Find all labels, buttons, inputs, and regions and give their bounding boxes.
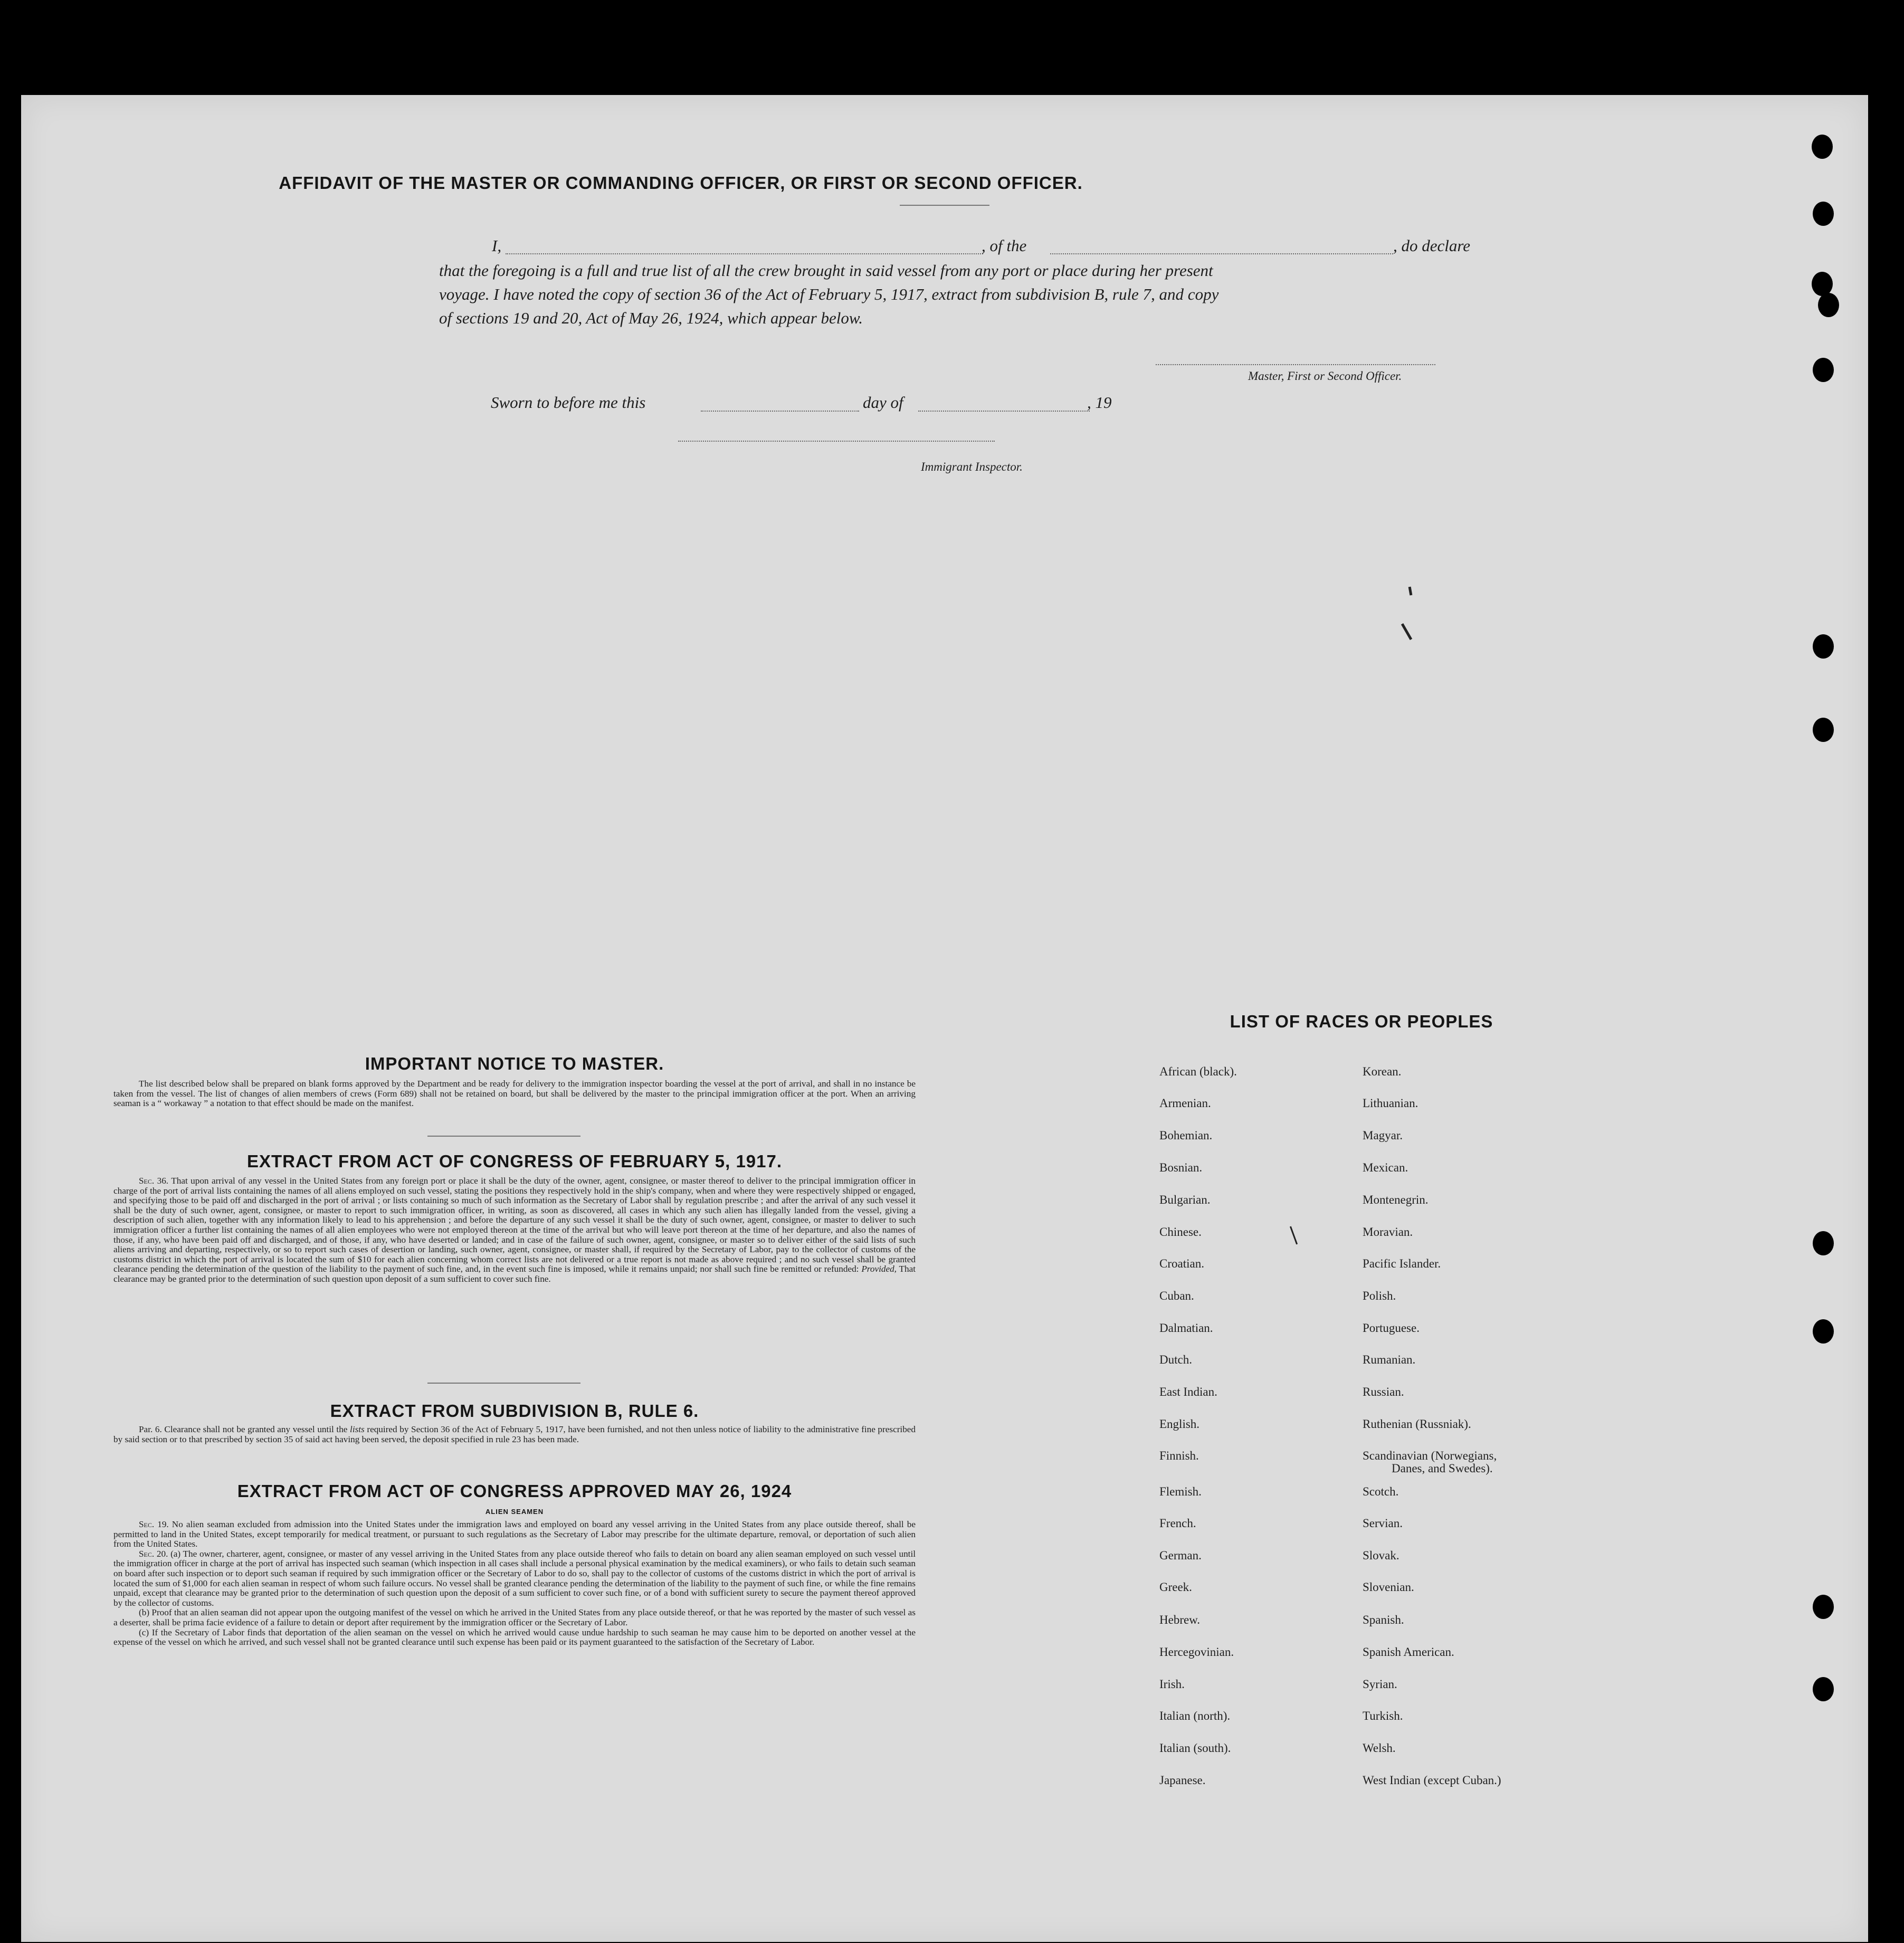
master-signature-line[interactable]	[1156, 364, 1435, 365]
notice-text	[113, 1079, 916, 1109]
race-item: Turkish.	[1363, 1709, 1403, 1722]
affidavit-of-the: , of the	[982, 236, 1027, 255]
race-item: Dutch.	[1159, 1353, 1192, 1366]
race-item: Flemish.	[1159, 1485, 1202, 1498]
race-scandinavian-continued: Danes, and Swedes).	[1392, 1462, 1493, 1475]
notice-rule	[427, 1136, 580, 1137]
binder-hole-1	[1812, 135, 1833, 159]
binder-hole-9	[1813, 1319, 1834, 1344]
race-item: Italian (north).	[1159, 1709, 1231, 1722]
race-item: Moravian.	[1363, 1225, 1413, 1239]
race-item: Servian.	[1363, 1517, 1403, 1530]
race-item: Magyar.	[1363, 1129, 1403, 1142]
race-item: French.	[1159, 1517, 1196, 1530]
affidavit-body-line-3: voyage. I have noted the copy of section 36 of the Act of February 5, 1917, extract from subdivision B, rule 7, and copy	[439, 285, 1219, 303]
sec-19-text: No alien seaman excluded from admission into the United States under the immigration laws and employed on board any vessel arriving in the United States from any place outside thereof, shall be permitted to land in the United States, except temporarily for medical treatment, or pursuant to such regulations as the Secretary of Labor may prescribe for the ultimate departure, removal, or deportation of such alien from the United States.	[113, 1519, 916, 1549]
affidavit-title: AFFIDAVIT OF THE MASTER OR COMMANDING OFFICER, OR FIRST OR SECOND OFFICER.	[279, 173, 1083, 193]
race-item: Lithuanian.	[1363, 1097, 1419, 1110]
sec-20c-text: (c) If the Secretary of Labor finds that deportation of the alien seaman on the vessel on which he arrived would cause undue hardship to such seaman he may cause him to be deported on another vessel at the expense of the vessel on which he arrived, and such vessel shall not be granted clearance until such expense has been paid or its payment guaranteed to the satisfaction of the Secretary of Labor.	[113, 1627, 916, 1647]
alien-seamen-subtitle: ALIEN SEAMEN	[485, 1508, 544, 1516]
race-item: Welsh.	[1363, 1741, 1396, 1755]
race-item: Ruthenian (Russniak).	[1363, 1417, 1471, 1431]
race-item: Slovak.	[1363, 1549, 1400, 1562]
sec-36-text-end: That clearance may be granted prior to the determination of such question upon deposit of a sum sufficient to cover such fine.	[113, 1264, 916, 1284]
rule6-text-b: required by Section 36 of the Act of February 5, 1917, have been furnished, and not then unless notice of liability to the administrative fine prescribed by said section or to that prescribed by section 35 of said act having been served, the deposit specified in rule 23 has been made.	[113, 1424, 916, 1444]
sec-20-label: Sec. 20.	[139, 1548, 168, 1559]
scan-mark-3	[1290, 1226, 1298, 1245]
race-item: German.	[1159, 1549, 1202, 1562]
extract-1917-text	[113, 1176, 916, 1284]
races-title: LIST OF RACES OR PEOPLES	[1230, 1012, 1493, 1031]
race-item: Croatian.	[1159, 1257, 1204, 1270]
sec-36-label: Sec. 36.	[139, 1176, 169, 1186]
rule6-text-a: Clearance shall not be granted any vessel until the	[164, 1424, 348, 1434]
rule6-title: EXTRACT FROM SUBDIVISION B, RULE 6.	[330, 1401, 699, 1421]
race-item: Mexican.	[1363, 1161, 1408, 1174]
notice-paragraph: The list described below shall be prepared on blank forms approved by the Department and be ready for delivery to the immigration inspector boarding the vessel at the port of arrival, and shall in no instance be taken from the vessel. The list of changes of alien members of crews (Form 689) shall not be retained on board, but shall be delivered by the master to the principal immigration officer at the port. When an arriving seaman is a “ workaway ” a notation to that effect should be made on the manifest.	[113, 1079, 916, 1109]
race-item: East Indian.	[1159, 1385, 1217, 1398]
race-item: African (black).	[1159, 1065, 1237, 1078]
sec-36-text: That upon arrival of any vessel in the United States from any foreign port or place it shall be the duty of the owner, agent, consignee, or master thereof to deliver to the principal immigration officer in charge of the port of arrival lists containing the names of all aliens employed on such vessel, stating the positions they respectively hold in the ship's company, when and where they were respectively shipped or engaged, and specifying those to be paid off and discharged in the port of arrival ; or lists containing so much of such information as the Secretary of Labor shall by regulation prescribe ; and after the arrival of any such vessel it shall be the duty of such owner, agent, consignee, or master to report to such immigration officer, in writing, as soon as discovered, all cases in which any such alien has illegally landed from the vessel, giving a description of such alien, together with any information likely to lead to his apprehension ; and before the departure of any such vessel it shall be the duty of such owner, agent, consignee, or master to deliver to such immigration officer a further list containing the names of all alien employees who were not employed thereon at the time of the arrival but who will leave port thereon at the time of her departure, and also the names of those, if any, who have been paid off and discharged, and of those, if any, who have deserted or landed; and in case of the failure of such owner, agent, consignee, or master so to deliver either of the said lists of such aliens arriving and departing, respectively, or so to report such cases of desertion or landing, such owner, agent, consignee, or master shall, if required by the Secretary of Labor, pay to the collector of customs of the customs district in which the port of arrival is located the sum of $10 for each alien concerning whom correct lists are not delivered or a true report is not made as above required ; and no such vessel shall be granted clearance pending the determination of the question of the liability to the payment of such fine, and, in the event such fine is imposed, while it remains unpaid; nor shall such fine be remitted or refunded:	[113, 1176, 916, 1274]
race-item: Pacific Islander.	[1363, 1257, 1441, 1270]
race-item: Armenian.	[1159, 1097, 1211, 1110]
inspector-label: Immigrant Inspector.	[921, 460, 1023, 473]
race-item: Slovenian.	[1363, 1580, 1414, 1594]
provided-word: Provided,	[861, 1264, 897, 1274]
binder-hole-5	[1813, 358, 1834, 382]
race-item: Syrian.	[1363, 1678, 1397, 1691]
binder-hole-8	[1813, 1231, 1834, 1255]
lists-word: lists	[350, 1424, 365, 1434]
sworn-day-of: day of	[863, 393, 903, 412]
binder-hole-10	[1813, 1595, 1834, 1619]
binder-hole-4	[1818, 293, 1839, 317]
race-item: Italian (south).	[1159, 1741, 1231, 1755]
extract-1924-text	[113, 1520, 916, 1647]
binder-hole-7	[1813, 718, 1834, 742]
race-item: Spanish American.	[1363, 1645, 1454, 1659]
name-blank[interactable]	[506, 253, 983, 254]
sworn-day-blank[interactable]	[701, 411, 859, 412]
race-item: West Indian (except Cuban.)	[1363, 1774, 1501, 1787]
race-item: Hebrew.	[1159, 1613, 1201, 1626]
race-item: Japanese.	[1159, 1774, 1206, 1787]
sec-20a-text: (a) The owner, charterer, agent, consignee, or master of any vessel arriving in the United States from any place outside thereof who fails to detain on board any alien seaman employed on such vessel until the immigration officer in charge at the port of arrival has inspected such seaman (which inspection in all cases shall include a personal physical examination by the medical examiners), or who fails to detain such seaman on board after such inspection or to deport such seaman if required by such immigration officer or the Secretary of Labor to do so, shall pay to the collector of customs of the customs district in which the port of arrival is located the sum of $1,000 for each alien seaman in respect of whom such failure occurs. No vessel shall be granted clearance pending the determination of the liability to the payment of such fine, or while the fine remains unpaid, except that clearance may be granted prior to the determination of such question upon the deposit of a sum sufficient to cover such fine, or of a bond with sufficient surety to secure the payment thereof approved by the collector of customs.	[113, 1548, 916, 1608]
scan-mark-2	[1401, 623, 1412, 640]
master-signature-label: Master, First or Second Officer.	[1248, 369, 1402, 383]
race-item: Polish.	[1363, 1289, 1396, 1302]
race-item: Dalmatian.	[1159, 1321, 1213, 1335]
notice-title: IMPORTANT NOTICE TO MASTER.	[365, 1054, 664, 1073]
race-item: Finnish.	[1159, 1449, 1199, 1462]
race-item: Hercegovinian.	[1159, 1645, 1234, 1659]
sworn-prefix: Sworn to before me this	[491, 393, 646, 412]
race-item: Scotch.	[1363, 1485, 1399, 1498]
race-item: Portuguese.	[1363, 1321, 1420, 1335]
par-6-label: Par. 6.	[139, 1424, 162, 1434]
inspector-signature-line[interactable]	[678, 441, 995, 442]
affidavit-title-rule	[900, 205, 989, 206]
race-item: Rumanian.	[1363, 1353, 1416, 1366]
rule6-text	[113, 1425, 916, 1444]
extract-1917-rule	[427, 1383, 580, 1384]
race-item: Bohemian.	[1159, 1129, 1213, 1142]
sec-19-label: Sec. 19.	[139, 1519, 169, 1529]
race-item: Bulgarian.	[1159, 1193, 1211, 1206]
sworn-month-blank[interactable]	[918, 411, 1090, 412]
race-item: Montenegrin.	[1363, 1193, 1429, 1206]
extract-1924-title: EXTRACT FROM ACT OF CONGRESS APPROVED MAY 26, 1924	[237, 1481, 792, 1501]
affidavit-body-line-4: of sections 19 and 20, Act of May 26, 1924, which appear below.	[439, 309, 863, 327]
vessel-blank[interactable]	[1050, 253, 1393, 254]
race-item: Korean.	[1363, 1065, 1402, 1078]
binder-hole-11	[1813, 1677, 1834, 1701]
binder-hole-3	[1812, 272, 1833, 296]
race-item: Spanish.	[1363, 1613, 1404, 1626]
sworn-year: , 19	[1087, 393, 1112, 412]
affidavit-declare: , do declare	[1393, 236, 1471, 255]
race-item: English.	[1159, 1417, 1200, 1431]
document-page	[21, 95, 1868, 1942]
binder-hole-6	[1813, 634, 1834, 659]
race-item: Bosnian.	[1159, 1161, 1203, 1174]
sec-20b-text: (b) Proof that an alien seaman did not appear upon the outgoing manifest of the vessel on which he arrived in the United States from any place outside thereof, or that he was reported by the master of such vessel as a deserter, shall be prima facie evidence of a failure to detain or deport after requirement by the immigration officer or the Secretary of Labor.	[113, 1607, 916, 1627]
race-item: Scandinavian (Norwegians,	[1363, 1449, 1497, 1462]
extract-1917-title: EXTRACT FROM ACT OF CONGRESS OF FEBRUARY 5, 1917.	[246, 1151, 783, 1171]
affidavit-body-line-2: that the foregoing is a full and true list of all the crew brought in said vessel from any port or place during her present	[439, 261, 1213, 280]
race-item: Chinese.	[1159, 1225, 1202, 1239]
race-item: Greek.	[1159, 1580, 1192, 1594]
race-item: Irish.	[1159, 1678, 1185, 1691]
race-item: Cuban.	[1159, 1289, 1194, 1302]
race-item: Russian.	[1363, 1385, 1404, 1398]
affidavit-i: I,	[492, 236, 502, 255]
binder-hole-2	[1813, 202, 1834, 226]
scan-mark-1	[1408, 587, 1413, 596]
